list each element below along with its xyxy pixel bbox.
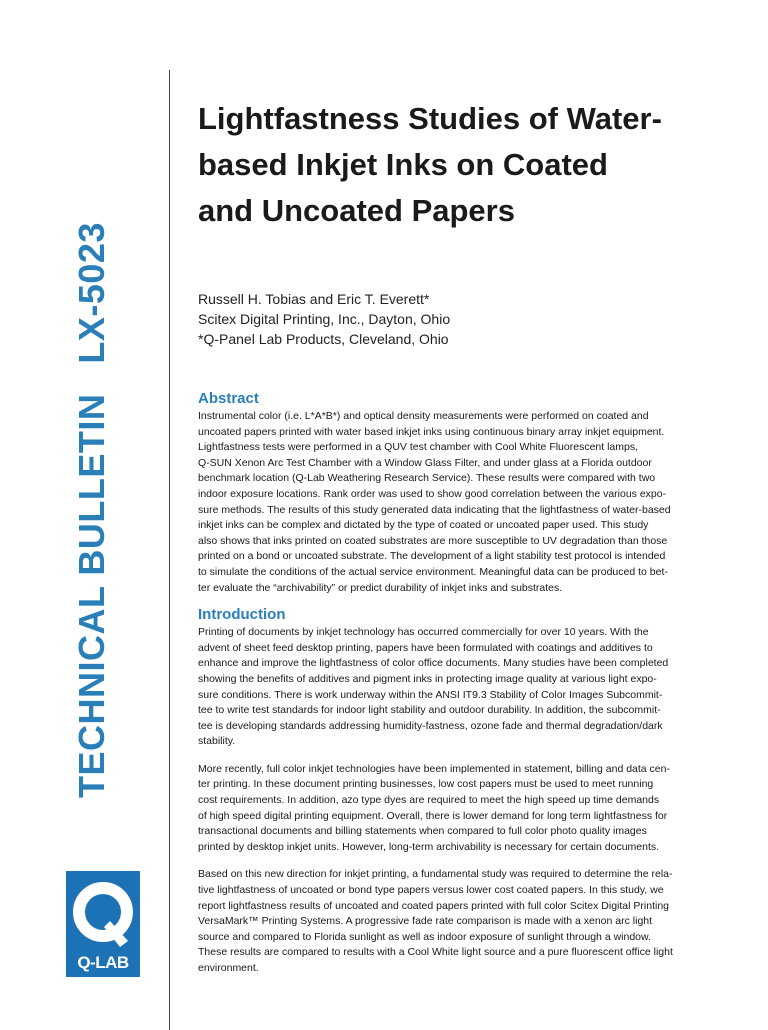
introduction-line: Based on this new direction for inkjet printing, a fundamental study was required to determine the rela- (198, 868, 673, 881)
abstract-line: inkjet inks can be complex and dictated by the type of coated or uncoated paper used. This study (198, 519, 649, 532)
bulletin-code: LX-5023 (71, 222, 112, 364)
introduction-line: More recently, full color inkjet technologies have been implemented in statement, billing and data cen- (198, 762, 670, 775)
title-line: Lightfastness Studies of Water- (198, 101, 662, 136)
introduction-line: stability. (198, 735, 236, 748)
introduction-line: tee is developing standards addressing humidity-fastness, ozone fade and thermal degradation/dark (198, 719, 663, 732)
introduction-paragraph (198, 867, 738, 976)
abstract-paragraph (198, 409, 738, 596)
introduction-line: ter printing. In these document printing businesses, low cost papers must be used to meet running (198, 778, 654, 791)
abstract-line: Lightfastness tests were performed in a QUV test chamber with Cool White Fluorescent lamps, (198, 441, 639, 454)
side-banner (42, 200, 142, 820)
document-title (198, 96, 738, 234)
abstract-line: benchmark location (Q-Lab Weathering Research Service). These results were compared with two (198, 472, 656, 485)
introduction-line: Printing of documents by inkjet technology has occurred commercially for over 10 years. With the (198, 626, 649, 639)
abstract-line: printed on a bond or uncoated substrate. The development of a light stability test protocol is intended (198, 550, 666, 563)
introduction-line: tive lightfastness of uncoated or bond type papers versus lower cost coated papers. In this study, we (198, 884, 664, 897)
introduction-paragraph (198, 762, 738, 856)
introduction-line: source and compared to Florida sunlight as well as indoor exposure of sunlight through a window. (198, 930, 651, 943)
vertical-divider (169, 70, 170, 1030)
introduction-line: VersaMark™ Printing Systems. A progressive fade rate comparison is made with a xenon arc light (198, 915, 653, 928)
introduction-line: cost requirements. In addition, azo type dyes are required to meet the high speed up time demands (198, 794, 660, 807)
title-line: and Uncoated Papers (198, 193, 515, 228)
bulletin-series: TECHNICAL BULLETIN (71, 393, 112, 798)
abstract-line: ter evaluate the “archivability” or predict durability of inkjet inks and substrates. (198, 581, 563, 594)
introduction-line: showing the benefits of additives and pigment inks in protecting image quality at various light expo- (198, 672, 657, 685)
abstract-line: Instrumental color (i.e. L*A*B*) and optical density measurements were performed on coated and (198, 410, 649, 422)
q-logo-icon (66, 871, 140, 955)
abstract-line: to simulate the conditions of the actual service environment. Meaningful data can be produced to bet- (198, 565, 668, 578)
author-names: Russell H. Tobias and Eric T. Everett* (198, 291, 430, 307)
introduction-line: environment. (198, 962, 259, 974)
introduction-line: enhance and improve the lightfastness of color office documents. Many studies have been completed (198, 657, 669, 670)
introduction-line: advent of sheet feed desktop printing, papers have been formulated with coatings and additives to (198, 641, 653, 654)
author-affiliation: *Q-Panel Lab Products, Cleveland, Ohio (198, 331, 449, 347)
authors-block (198, 289, 738, 349)
side-banner-text (71, 222, 113, 798)
introduction-line: printed by desktop inkjet units. However, long-term archivability is necessary for certain documents. (198, 840, 660, 853)
q-lab-logo (66, 871, 140, 977)
logo-label: Q-LAB (77, 953, 129, 972)
title-line: based Inkjet Inks on Coated (198, 147, 608, 182)
introduction-line: report lightfastness results of uncoated and coated papers printed with full color Scitex Digital Printing (198, 899, 670, 912)
introduction-line: sure conditions. There is work underway within the ANSI IT9.3 Stability of Color Images Subcommit- (198, 688, 663, 701)
introduction-paragraph (198, 625, 738, 750)
abstract-line: uncoated papers printed with water based inkjet inks using continuous binary array inkjet equipment. (198, 425, 665, 438)
introduction-line: transactional documents and billing statements when compared to full color photo quality images (198, 825, 647, 838)
abstract-line: Q-SUN Xenon Arc Test Chamber with a Window Glass Filter, and under glass at a Florida outdoor (198, 456, 652, 469)
author-affiliation: Scitex Digital Printing, Inc., Dayton, Ohio (198, 311, 451, 327)
abstract-line: also shows that inks printed on coated substrates are more susceptible to UV degradation than those (198, 534, 668, 547)
abstract-section (198, 389, 738, 596)
introduction-heading: Introduction (198, 606, 286, 624)
abstract-line: indoor exposure locations. Rank order was used to show good correlation between the various expo- (198, 487, 667, 500)
introduction-line: of high speed digital printing equipment. Overall, there is lower demand for long term lightfastness for (198, 809, 668, 822)
main-content (198, 96, 738, 977)
introduction-body (198, 625, 738, 976)
introduction-line: tee to write test standards for indoor light stability and outdoor durability. In addition, the subcommit- (198, 704, 661, 717)
abstract-line: sure methods. The results of this study generated data indicating that the lightfastness of water-based (198, 503, 671, 516)
introduction-section (198, 605, 738, 976)
introduction-line: These results are compared to results with a Cool White light source and a pure fluorescent office light (198, 946, 673, 959)
abstract-heading: Abstract (198, 390, 259, 407)
